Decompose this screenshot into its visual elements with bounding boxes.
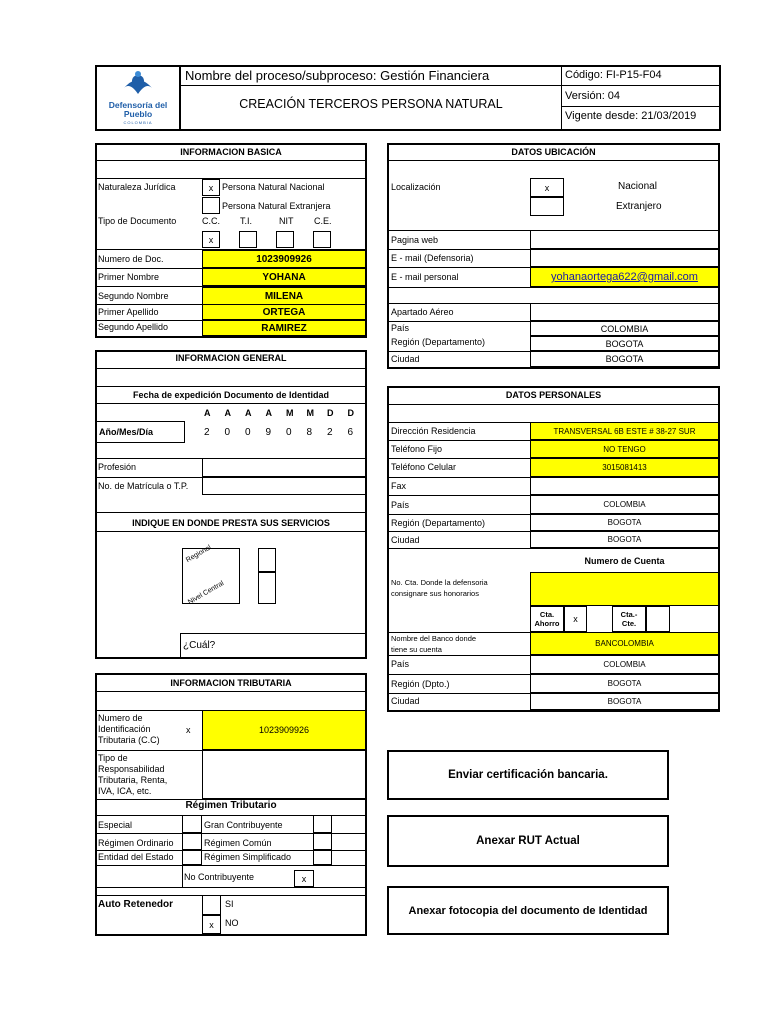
date-format-letter: D bbox=[347, 408, 354, 418]
form-code: Código: FI-P15-F04 bbox=[565, 69, 662, 81]
cuenta-label-1: No. Cta. Donde la defensoria bbox=[391, 578, 488, 587]
autoret-no-checkbox[interactable]: x bbox=[202, 915, 221, 934]
resp-label-1: Tipo de bbox=[98, 753, 128, 763]
tel-fijo-field[interactable]: NO TENGO bbox=[530, 440, 719, 458]
especial-label: Especial bbox=[98, 820, 133, 830]
naturaleza-label: Naturaleza Jurídica bbox=[98, 182, 176, 192]
opt-extranjera: Persona Natural Extranjera bbox=[222, 201, 331, 211]
doc-type-nit: NIT bbox=[279, 216, 294, 226]
logo bbox=[106, 68, 170, 126]
nit-label-3: Tributaria (C.C) bbox=[98, 735, 160, 745]
celular-field[interactable]: 3015081413 bbox=[530, 458, 719, 477]
date-label: Año/Mes/Día bbox=[95, 421, 185, 443]
no-contrib-label: No Contribuyente bbox=[184, 872, 255, 882]
opt-nacional: Persona Natural Nacional bbox=[222, 182, 325, 192]
nivel-central-label: Nivel Central bbox=[187, 579, 226, 607]
doc-type-ti-checkbox[interactable] bbox=[239, 231, 257, 248]
nit-field[interactable]: 1023909926 bbox=[202, 710, 366, 750]
banco-label-2: tiene su cuenta bbox=[391, 645, 442, 654]
resp-label-4: IVA, ICA, etc. bbox=[98, 786, 152, 796]
process-name: Nombre del proceso/subproceso: Gestión Financiera bbox=[185, 68, 490, 83]
nivel-central-checkbox[interactable] bbox=[258, 572, 276, 604]
date-format-letter: D bbox=[327, 408, 334, 418]
gran-checkbox[interactable] bbox=[313, 815, 332, 833]
date-digit[interactable]: 9 bbox=[265, 427, 272, 438]
logo-icon bbox=[106, 68, 170, 102]
date-digit[interactable]: 6 bbox=[347, 427, 354, 438]
attach-rut-button[interactable]: Anexar RUT Actual bbox=[387, 815, 669, 867]
cuenta-label-2: consignare sus honorarios bbox=[391, 589, 479, 598]
ubic-pais-field[interactable]: COLOMBIA bbox=[530, 321, 719, 336]
servicios-title: INDIQUE EN DONDE PRESTA SUS SERVICIOS bbox=[132, 518, 330, 528]
date-digit[interactable]: 0 bbox=[286, 427, 292, 438]
form-valid-date: Vigente desde: 21/03/2019 bbox=[565, 110, 697, 122]
apartado-field[interactable] bbox=[530, 303, 719, 321]
nacional-label: Nacional bbox=[618, 181, 657, 192]
ubic-ciudad-field[interactable]: BOGOTA bbox=[530, 351, 719, 367]
nit-mark: x bbox=[186, 725, 191, 735]
general-info-title: INFORMACION GENERAL bbox=[175, 353, 287, 363]
fax-field[interactable] bbox=[530, 477, 719, 495]
profesion-field[interactable] bbox=[202, 458, 366, 477]
ordinario-checkbox[interactable] bbox=[182, 833, 202, 850]
date-digit[interactable]: 0 bbox=[224, 427, 231, 438]
email-pers-label: E - mail personal bbox=[391, 272, 459, 282]
personal-title: DATOS PERSONALES bbox=[505, 390, 602, 400]
attach-id-copy-button[interactable]: Anexar fotocopia del documento de Identidad bbox=[387, 886, 669, 935]
profesion-label: Profesión bbox=[98, 462, 137, 472]
cta-cte-checkbox[interactable] bbox=[646, 606, 670, 632]
num-doc-label: Numero de Doc. bbox=[98, 254, 164, 264]
autoret-no-label: NO bbox=[225, 918, 239, 928]
ubic-ciudad-label: Ciudad bbox=[391, 354, 420, 364]
doc-type-ce-checkbox[interactable] bbox=[313, 231, 331, 248]
extranjero-label: Extranjero bbox=[616, 201, 662, 212]
regimen-title: Régimen Tributario bbox=[185, 800, 277, 811]
email-pers-field[interactable]: yohanaortega622@gmail.com bbox=[530, 267, 719, 287]
cuenta-field[interactable] bbox=[530, 572, 719, 606]
segundo-nombre-label: Segundo Nombre bbox=[98, 291, 169, 301]
logo-text: Defensoría del Pueblo bbox=[108, 100, 168, 119]
ubic-region-field[interactable]: BOGOTA bbox=[530, 336, 719, 351]
regional-label: Regional bbox=[185, 544, 213, 565]
entidad-label: Entidad del Estado bbox=[98, 852, 174, 862]
date-format-letter: M bbox=[286, 408, 294, 418]
logo-subtext: COLOMBIA bbox=[123, 120, 153, 125]
web-field[interactable] bbox=[530, 230, 719, 249]
date-digit[interactable]: 8 bbox=[306, 427, 313, 438]
send-bank-cert-button[interactable]: Enviar certificación bancaria. bbox=[387, 750, 669, 800]
localizacion-label: Localización bbox=[391, 182, 441, 192]
matricula-label: No. de Matrícula o T.P. bbox=[98, 481, 189, 491]
autoret-label: Auto Retenedor bbox=[98, 899, 173, 910]
form-version: Versión: 04 bbox=[565, 90, 621, 102]
cta-ahorro-checkbox[interactable]: x bbox=[564, 606, 587, 632]
tipo-doc-label: Tipo de Documento bbox=[98, 216, 177, 226]
web-label: Pagina web bbox=[391, 235, 439, 245]
segundo-nombre-field[interactable]: MILENA bbox=[202, 287, 366, 305]
pers-ciudad-field[interactable]: BOGOTA bbox=[530, 531, 719, 548]
date-format-letter: A bbox=[245, 408, 252, 418]
simplificado-label: Régimen Simplificado bbox=[204, 852, 292, 862]
resp-field[interactable] bbox=[202, 750, 366, 799]
segundo-apellido-field[interactable]: RAMIREZ bbox=[202, 320, 366, 336]
direccion-label: Dirección Residencia bbox=[391, 426, 476, 436]
date-format-letter: M bbox=[306, 408, 314, 418]
date-digit[interactable]: 2 bbox=[204, 427, 210, 438]
form-title: CREACIÓN TERCEROS PERSONA NATURAL bbox=[239, 97, 503, 111]
email-def-label: E - mail (Defensoria) bbox=[391, 253, 474, 263]
location-title: DATOS UBICACIÓN bbox=[511, 147, 596, 157]
pers-region-label: Región (Departamento) bbox=[391, 518, 486, 528]
doc-type-cc: C.C. bbox=[202, 216, 220, 226]
fecha-label: Fecha de expedición Documento de Identidad bbox=[132, 390, 330, 400]
pers-ciudad-label: Ciudad bbox=[391, 535, 420, 545]
banco-region-field[interactable]: BOGOTA bbox=[530, 674, 719, 693]
segundo-apellido-label: Segundo Apellido bbox=[98, 322, 169, 332]
banco-label-1: Nombre del Banco donde bbox=[391, 634, 477, 643]
matricula-field[interactable] bbox=[202, 477, 366, 495]
pers-pais-field[interactable]: COLOMBIA bbox=[530, 495, 719, 514]
pers-region-field[interactable]: BOGOTA bbox=[530, 514, 719, 531]
date-format-letter: A bbox=[224, 408, 231, 418]
direccion-field[interactable]: TRANSVERSAL 6B ESTE # 38-27 SUR bbox=[530, 422, 719, 440]
primer-apellido-label: Primer Apellido bbox=[98, 307, 159, 317]
fax-label: Fax bbox=[391, 481, 407, 491]
no-contrib-checkbox[interactable]: x bbox=[294, 870, 314, 887]
banco-field[interactable]: BANCOLOMBIA bbox=[530, 632, 719, 655]
comun-checkbox[interactable] bbox=[313, 833, 332, 850]
naturaleza-extranjera-checkbox[interactable] bbox=[202, 197, 220, 214]
nit-label-1: Numero de bbox=[98, 713, 143, 723]
doc-type-ce: C.E. bbox=[314, 216, 332, 226]
cta-ahorro-label: Cta. Ahorro bbox=[530, 606, 564, 632]
ordinario-label: Régimen Ordinario bbox=[98, 838, 174, 848]
cta-cte-label: Cta.- Cte. bbox=[612, 606, 646, 632]
gran-label: Gran Contribuyente bbox=[204, 820, 283, 830]
date-format-letter: A bbox=[265, 408, 272, 418]
tax-info-title: INFORMACION TRIBUTARIA bbox=[170, 678, 292, 688]
tel-fijo-label: Teléfono Fijo bbox=[391, 444, 443, 454]
resp-label-3: Tributaria, Renta, bbox=[98, 775, 168, 785]
doc-type-ti: T.I. bbox=[240, 216, 253, 226]
cual-label: ¿Cuál? bbox=[183, 640, 216, 651]
date-digit[interactable]: 0 bbox=[245, 427, 251, 438]
date-format-letter: A bbox=[204, 408, 211, 418]
primer-nombre-label: Primer Nombre bbox=[98, 272, 160, 282]
autoret-si-label: SI bbox=[225, 899, 234, 909]
pers-pais-label: País bbox=[391, 500, 410, 510]
banco-ciudad-label: Ciudad bbox=[391, 696, 420, 706]
simplificado-checkbox[interactable] bbox=[313, 850, 332, 865]
nacional-checkbox[interactable]: x bbox=[530, 178, 564, 197]
banco-pais-label: País bbox=[391, 659, 410, 669]
primer-apellido-field[interactable]: ORTEGA bbox=[202, 304, 366, 320]
ubic-region-label: Región (Departamento) bbox=[391, 337, 486, 347]
nit-label-2: Identificación bbox=[98, 724, 151, 734]
date-digit[interactable]: 2 bbox=[327, 427, 333, 438]
especial-checkbox[interactable] bbox=[182, 815, 202, 833]
comun-label: Régimen Común bbox=[204, 838, 272, 848]
resp-label-2: Responsabilidad bbox=[98, 764, 165, 774]
doc-type-cc-checkbox[interactable]: x bbox=[202, 231, 220, 248]
extranjero-checkbox[interactable] bbox=[530, 197, 564, 216]
ubic-pais-label: País bbox=[391, 323, 410, 333]
basic-info-title: INFORMACION BASICA bbox=[180, 147, 282, 157]
autoret-si-checkbox[interactable] bbox=[202, 895, 221, 915]
apartado-label: Apartado Aéreo bbox=[391, 307, 454, 317]
celular-label: Teléfono Celular bbox=[391, 462, 457, 472]
num-doc-field[interactable]: 1023909926 bbox=[202, 250, 366, 268]
doc-type-nit-checkbox[interactable] bbox=[276, 231, 294, 248]
banco-ciudad-field[interactable]: BOGOTA bbox=[530, 693, 719, 710]
banco-region-label: Región (Dpto.) bbox=[391, 679, 450, 689]
banco-pais-field[interactable]: COLOMBIA bbox=[530, 655, 719, 674]
cuenta-title: Numero de Cuenta bbox=[584, 556, 665, 566]
entidad-checkbox[interactable] bbox=[182, 850, 202, 865]
email-def-field[interactable] bbox=[530, 249, 719, 267]
regional-checkbox[interactable] bbox=[258, 548, 276, 572]
primer-nombre-field[interactable]: YOHANA bbox=[202, 268, 366, 286]
naturaleza-nacional-checkbox[interactable]: x bbox=[202, 179, 220, 196]
